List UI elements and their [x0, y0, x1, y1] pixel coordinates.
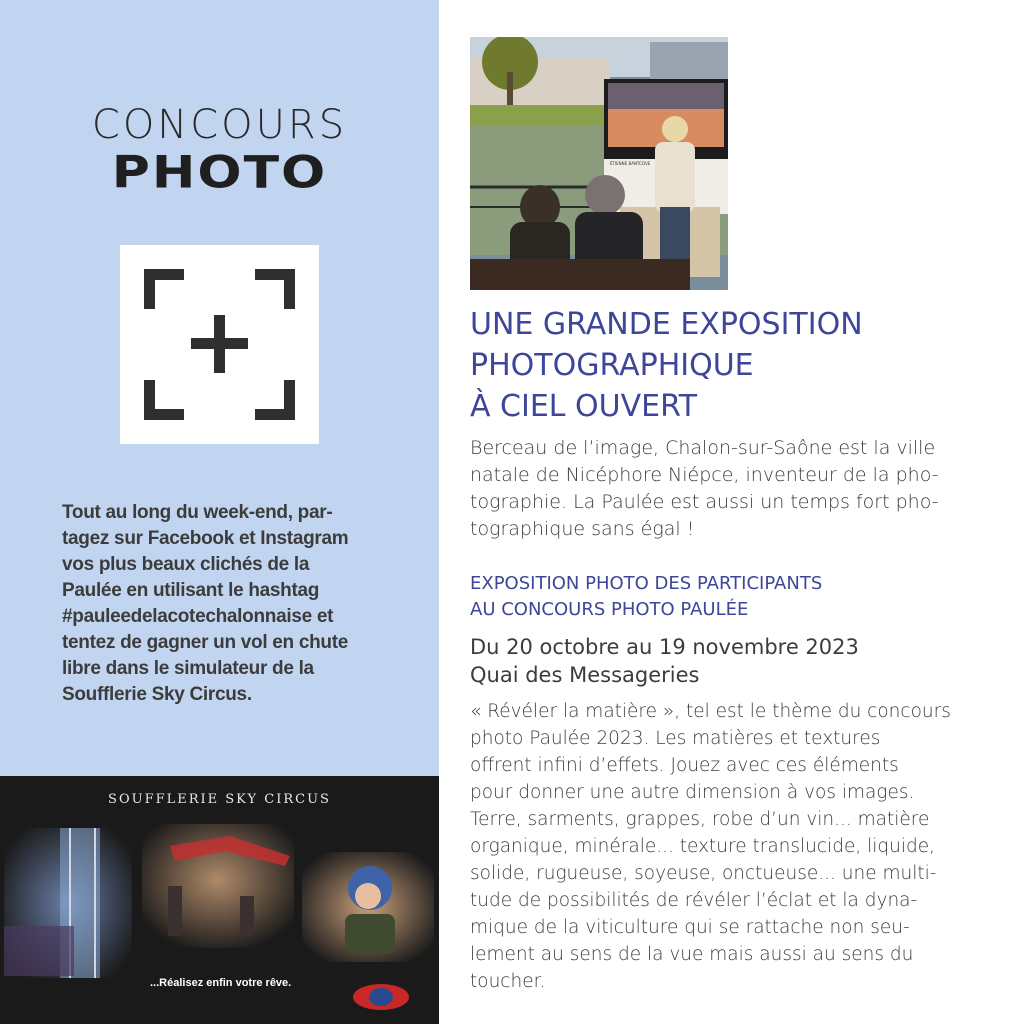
- place-line: Quai des Messageries: [470, 663, 700, 687]
- intro-line: natale de Nicéphore Niépce, inventeur de la pho-: [470, 464, 939, 486]
- heading-line: PHOTOGRAPHIQUE: [470, 348, 754, 383]
- participants-subheading: [470, 571, 990, 623]
- body-line: « Révéler la matière », tel est le thème du concours: [470, 701, 951, 722]
- contest-title-light: CONCOURS: [91, 102, 348, 148]
- intro-line: libre dans le simulateur de la: [62, 658, 314, 679]
- body-line: solide, rugueuse, soyeuse, onctueuse... une multi-: [470, 863, 937, 884]
- contest-intro-text: [62, 500, 376, 708]
- sky-circus-title: SOUFFLERIE SKY CIRCUS: [108, 792, 331, 807]
- exhibition-heading: [470, 304, 990, 427]
- left-panel: [0, 0, 439, 1024]
- exhibition-dates: [470, 633, 990, 689]
- intro-line: Paulée en utilisant le hashtag: [62, 580, 320, 601]
- body-line: lement au sens de la vue mais aussi au sens du: [470, 944, 914, 965]
- photo-panel-label: ÉTIENNE BANTCOVE: [610, 161, 651, 166]
- body-line: tude de possibilités de révéler l’éclat et la dyna-: [470, 890, 918, 911]
- heading-line: UNE GRANDE EXPOSITION: [470, 307, 863, 342]
- contest-theme-text: [470, 698, 989, 995]
- intro-line: Berceau de l’image, Chalon-sur-Saône est la ville: [470, 437, 936, 459]
- body-line: organique, minérale... texture translucide, liquide,: [470, 836, 935, 857]
- intro-line: vos plus beaux clichés de la: [62, 554, 310, 575]
- exhibition-photo: [470, 37, 728, 290]
- intro-line: tographique sans égal !: [470, 518, 695, 540]
- intro-line: tentez de gagner un vol en chute: [62, 632, 348, 653]
- subheading-line: EXPOSITION PHOTO DES PARTICIPANTS: [470, 573, 823, 594]
- intro-line: #pauleedelacotechalonnaise et: [62, 606, 334, 627]
- sky-circus-promo-image: [0, 776, 439, 1024]
- body-line: photo Paulée 2023. Les matières et textures: [470, 728, 881, 749]
- heading-line: À CIEL OUVERT: [470, 389, 698, 424]
- body-line: Terre, sarments, grappes, robe d’un vin... matière: [470, 809, 930, 830]
- intro-line: Soufflerie Sky Circus.: [62, 684, 252, 705]
- body-line: toucher.: [470, 971, 546, 992]
- sky-circus-tagline: ...Réalisez enfin votre rêve.: [150, 977, 292, 989]
- intro-line: tographie. La Paulée est aussi un temps fort pho-: [470, 491, 939, 513]
- body-line: mique de la viticulture qui se rattache non seu-: [470, 917, 910, 938]
- subheading-line: AU CONCOURS PHOTO PAULÉE: [470, 599, 749, 620]
- body-line: offrent infini d’effets. Jouez avec ces éléments: [470, 755, 899, 776]
- intro-line: tagez sur Facebook et Instagram: [62, 528, 349, 549]
- contest-title-bold: PHOTO: [111, 147, 328, 199]
- date-line: Du 20 octobre au 19 novembre 2023: [470, 635, 859, 659]
- intro-line: Tout au long du week-end, par-: [62, 502, 333, 523]
- camera-frame-plus-icon: [120, 245, 319, 444]
- exhibition-intro: [470, 435, 990, 543]
- body-line: pour donner une autre dimension à vos images.: [470, 782, 915, 803]
